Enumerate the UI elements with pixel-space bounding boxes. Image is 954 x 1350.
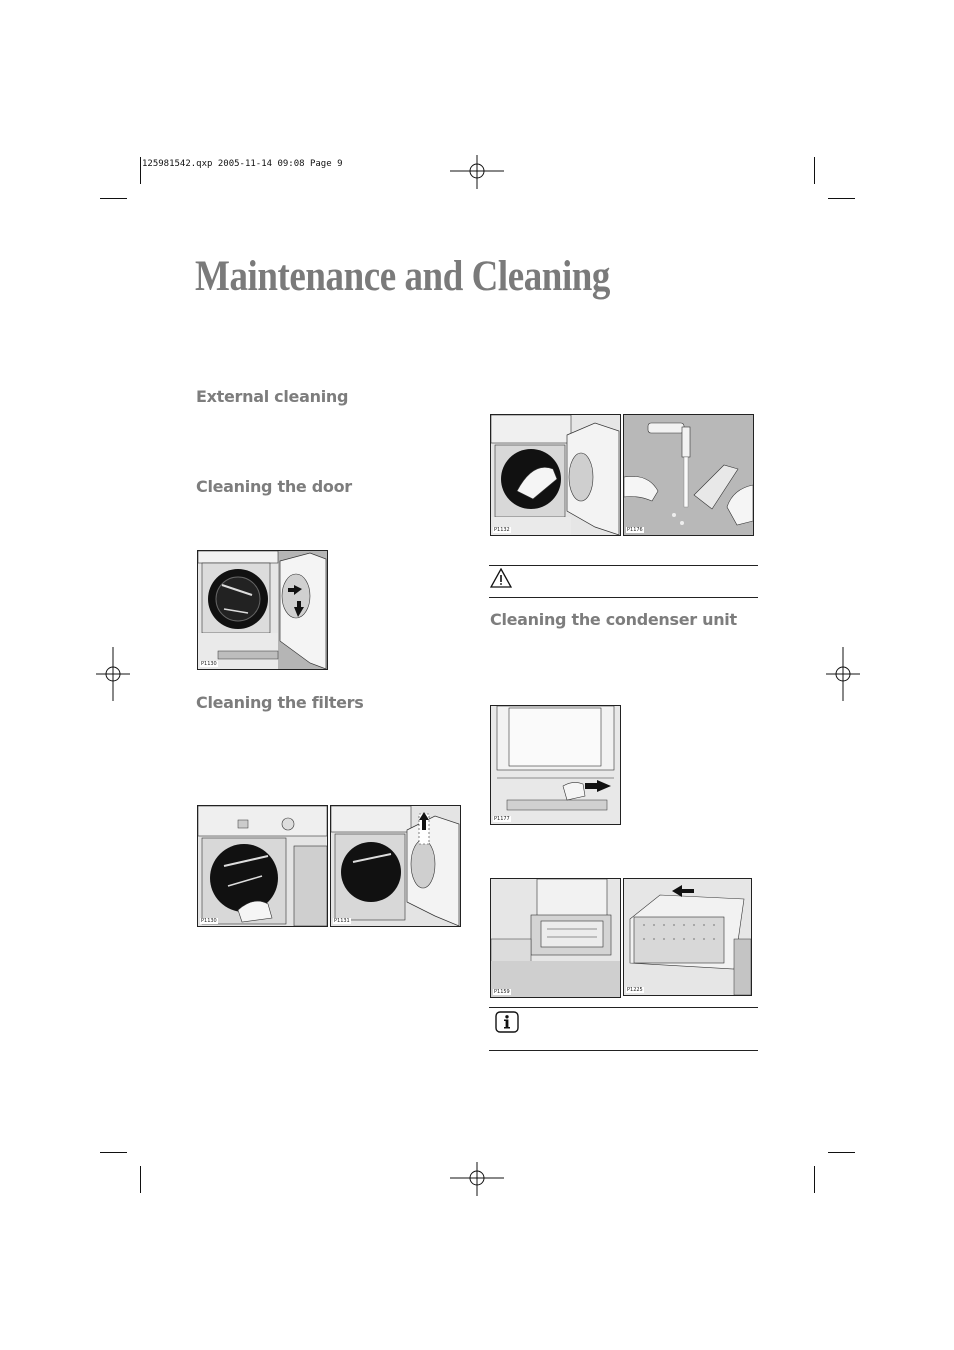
heading-cleaning-condenser: Cleaning the condenser unit	[490, 610, 737, 629]
heading-external-cleaning: External cleaning	[196, 387, 349, 406]
figure-code: P1131	[334, 918, 350, 924]
figure-condenser-a	[490, 705, 621, 825]
warning-triangle-icon	[490, 568, 512, 588]
figure-code: P1225	[627, 987, 643, 993]
page-title: Maintenance and Cleaning	[195, 253, 610, 300]
crop-mark	[828, 1152, 855, 1153]
heading-cleaning-door: Cleaning the door	[196, 477, 352, 496]
figure-rinse-filter-a	[490, 414, 621, 536]
info-rule-top	[489, 1007, 758, 1008]
figure-condenser-b	[490, 878, 621, 998]
warning-rule-bottom	[489, 597, 758, 598]
crop-mark	[814, 157, 815, 184]
registration-mark	[450, 1162, 504, 1196]
figure-cleaning-filters-b	[330, 805, 461, 927]
registration-mark	[96, 647, 130, 701]
heading-cleaning-filters: Cleaning the filters	[196, 693, 364, 712]
crop-mark	[100, 198, 127, 199]
crop-mark	[814, 1166, 815, 1193]
figure-code: P1130	[201, 918, 217, 924]
crop-mark	[140, 1166, 141, 1193]
info-icon	[495, 1011, 519, 1033]
figure-code: P1176	[627, 527, 643, 533]
figure-rinse-filter-b	[623, 414, 754, 536]
registration-mark	[450, 155, 504, 189]
warning-rule-top	[489, 565, 758, 566]
figure-cleaning-filters-a	[197, 805, 328, 927]
info-rule-bottom	[489, 1050, 758, 1051]
registration-mark	[826, 647, 860, 701]
figure-cleaning-door	[197, 550, 328, 670]
crop-mark	[140, 157, 141, 184]
figure-code: P1132	[494, 527, 510, 533]
print-slug: 125981542.qxp 2005-11-14 09:08 Page 9	[142, 159, 343, 169]
crop-mark	[828, 198, 855, 199]
crop-mark	[100, 1152, 127, 1153]
figure-code: P1130	[201, 661, 217, 667]
figure-condenser-c	[623, 878, 752, 996]
figure-code: P1159	[494, 989, 510, 995]
figure-code: P1177	[494, 816, 510, 822]
